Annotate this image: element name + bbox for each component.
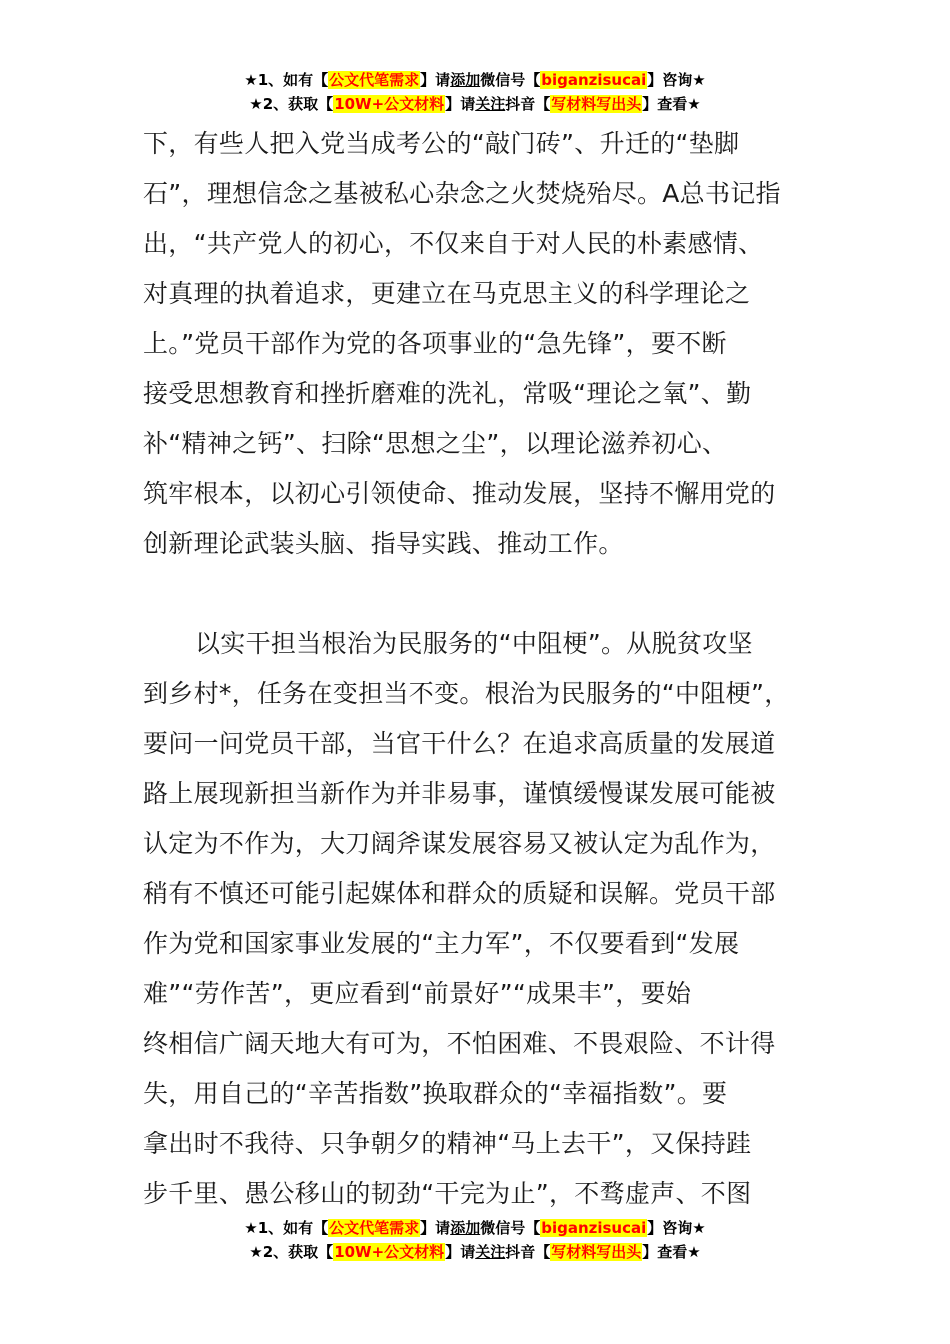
text-line: 上。”党员干部作为党的各项事业的“急先锋”，要不断 [143, 329, 727, 358]
paragraph-gap [143, 569, 813, 619]
banner-text: ★1、如有【 [244, 1219, 329, 1237]
banner-text: ★2、获取【 [249, 1243, 334, 1261]
paragraph-2 [143, 619, 813, 1219]
text-line: 拿出时不我待、只争朝夕的精神“马上去干”，又保持跬 [143, 1129, 752, 1158]
banner-line-2 [0, 92, 950, 116]
banner-text: 】咨询★ [647, 1219, 706, 1237]
text-line: 难”“劳作苦”，更应看到“前景好”“成果丰”，要始 [143, 979, 692, 1008]
text-line: 到乡村*，任务在变担当不变。根治为民服务的“中阻梗”， [143, 679, 790, 708]
text-line: 接受思想教育和挫折磨难的洗礼，常吸“理论之氧”、勤 [143, 379, 752, 408]
text-line: 步千里、愚公移山的韧劲“干完为止”，不骛虚声、不图 [143, 1179, 752, 1208]
banner-highlight: 公文代笔需求 [329, 71, 420, 89]
banner-underlined-text: 添加 [450, 71, 481, 89]
text-line: 石”，理想信念之基被私心杂念之火焚烧殆尽。A总书记指 [143, 179, 781, 208]
banner-highlight: biganzisucai [541, 71, 647, 89]
banner-underlined-text: 添加 [450, 1219, 481, 1237]
header-banner [0, 68, 950, 116]
banner-text: ★2、获取【 [249, 95, 334, 113]
banner-underlined-text: 关注 [475, 95, 506, 113]
banner-highlight: biganzisucai [541, 1219, 647, 1237]
banner-text: 】查看★ [642, 95, 701, 113]
text-line: 认定为不作为，大刀阔斧谋发展容易又被认定为乱作为， [143, 829, 776, 858]
document-body [143, 119, 813, 1219]
banner-text: 】查看★ [642, 1243, 701, 1261]
text-line: 筑牢根本，以初心引领使命、推动发展，坚持不懈用党的 [143, 479, 776, 508]
banner-line-1 [0, 68, 950, 92]
text-line: 失，用自己的“辛苦指数”换取群众的“幸福指数”。要 [143, 1079, 728, 1108]
text-line: 创新理论武装头脑、指导实践、推动工作。 [143, 529, 624, 558]
text-line: 补“精神之钙”、扫除“思想之尘”，以理论滋养初心、 [143, 429, 728, 458]
text-line: 稍有不慎还可能引起媒体和群众的质疑和误解。党员干部 [143, 879, 776, 908]
text-line: 路上展现新担当新作为并非易事，谨慎缓慢谋发展可能被 [143, 779, 776, 808]
banner-highlight: 写材料写出头 [551, 95, 642, 113]
banner-text: 】请 [420, 1219, 451, 1237]
banner-text: 抖音【 [505, 1243, 551, 1261]
banner-text: 】请 [445, 95, 476, 113]
text-line: 对真理的执着追求，更建立在马克思主义的科学理论之 [143, 279, 751, 308]
banner-text: 微信号【 [480, 71, 541, 89]
banner-line-2 [0, 1240, 950, 1264]
banner-text: 】请 [445, 1243, 476, 1261]
banner-text: 】请 [420, 71, 451, 89]
text-line: 出，“共产党人的初心，不仅来自于对人民的朴素感情、 [143, 229, 764, 258]
banner-underlined-text: 关注 [475, 1243, 506, 1261]
banner-highlight: 公文代笔需求 [329, 1219, 420, 1237]
banner-highlight: 10W+公文材料 [334, 1243, 445, 1261]
footer-banner [0, 1216, 950, 1264]
banner-line-1 [0, 1216, 950, 1240]
text-line: 下，有些人把入党当成考公的“敲门砖”、升迁的“垫脚 [143, 129, 740, 158]
text-line: 终相信广阔天地大有可为，不怕困难、不畏艰险、不计得 [143, 1029, 776, 1058]
banner-text: 】咨询★ [647, 71, 706, 89]
banner-text: 微信号【 [480, 1219, 541, 1237]
banner-highlight: 写材料写出头 [551, 1243, 642, 1261]
banner-text: 抖音【 [505, 95, 551, 113]
paragraph-1 [143, 119, 813, 569]
text-line: 作为党和国家事业发展的“主力军”，不仅要看到“发展 [143, 929, 740, 958]
banner-highlight: 10W+公文材料 [334, 95, 445, 113]
text-line: 要问一问党员干部，当官干什么？在追求高质量的发展道 [143, 729, 776, 758]
text-line: 以实干担当根治为民服务的“中阻梗”。从脱贫攻坚 [195, 629, 753, 658]
banner-text: ★1、如有【 [244, 71, 329, 89]
